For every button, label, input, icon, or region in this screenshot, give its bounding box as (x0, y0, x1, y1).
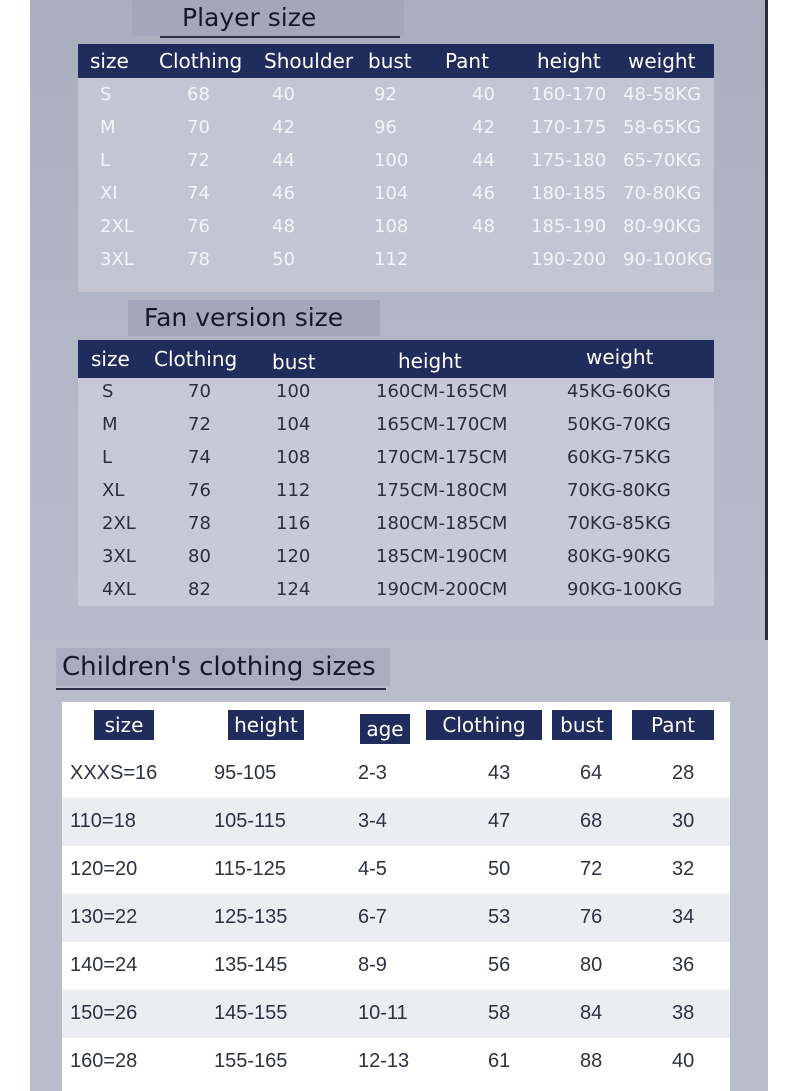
children-cell-bust: 80 (580, 954, 603, 976)
player-size-title: Player size (132, 0, 404, 36)
player-cell-clothing: 76 (187, 216, 210, 237)
player-cell-pant: 46 (472, 183, 495, 204)
player-cell-weight: 65-70KG (623, 150, 702, 171)
player-cell-weight: 58-65KG (623, 117, 702, 138)
fan-cell-height: 185CM-190CM (376, 546, 508, 567)
children-cell-height: 155-165 (214, 1050, 288, 1072)
children-cell-pant: 28 (672, 762, 695, 784)
player-cell-weight: 48-58KG (623, 84, 702, 105)
fan-cell-bust: 108 (276, 447, 311, 468)
children-cell-pant: 36 (672, 954, 695, 976)
player-cell-bust: 112 (374, 249, 409, 270)
fan-cell-clothing: 72 (188, 414, 211, 435)
children-cell-bust: 64 (580, 762, 603, 784)
fan-cell-height: 190CM-200CM (376, 579, 508, 600)
player-header-row (78, 44, 714, 78)
player-cell-pant: 48 (472, 216, 495, 237)
player-cell-weight: 90-100KG (623, 249, 713, 270)
children-title-underline (56, 688, 386, 690)
player-cell-clothing: 68 (187, 84, 210, 105)
children-cell-clothing: 50 (488, 858, 511, 880)
children-row (62, 846, 730, 894)
player-cell-bust: 108 (374, 216, 409, 237)
children-header-pant: Pant (632, 710, 714, 740)
player-row (78, 245, 714, 278)
player-size-table (78, 44, 714, 292)
children-row (62, 990, 730, 1038)
player-row (78, 212, 714, 245)
fan-cell-clothing: 74 (188, 447, 211, 468)
fan-row (78, 475, 714, 508)
children-row (62, 894, 730, 942)
children-header-bust: bust (552, 710, 612, 740)
player-cell-shoulder: 44 (272, 150, 295, 171)
player-header-shoulder: Shoulder (264, 49, 354, 73)
fan-cell-height: 170CM-175CM (376, 447, 508, 468)
fan-cell-weight: 50KG-70KG (567, 414, 671, 435)
player-cell-bust: 92 (374, 84, 397, 105)
player-cell-bust: 104 (374, 183, 409, 204)
player-cell-pant: 44 (472, 150, 495, 171)
player-header-weight: weight (628, 49, 696, 73)
fan-cell-weight: 70KG-80KG (567, 480, 671, 501)
player-row (78, 113, 714, 146)
player-cell-shoulder: 46 (272, 183, 295, 204)
player-title-underline (160, 36, 400, 38)
fan-row (78, 508, 714, 541)
player-cell-size: M (100, 117, 116, 138)
fan-cell-weight: 45KG-60KG (567, 381, 671, 402)
children-header-height: height (228, 710, 304, 740)
children-cell-age: 3-4 (358, 810, 387, 832)
player-header-height: height (537, 49, 601, 73)
children-cell-age: 4-5 (358, 858, 387, 880)
player-row (78, 179, 714, 212)
children-cell-bust: 88 (580, 1050, 603, 1072)
children-cell-pant: 30 (672, 810, 695, 832)
children-cell-height: 145-155 (214, 1002, 288, 1024)
children-cell-clothing: 56 (488, 954, 511, 976)
children-cell-pant: 40 (672, 1050, 695, 1072)
fan-cell-clothing: 70 (188, 381, 211, 402)
children-cell-clothing: 47 (488, 810, 511, 832)
player-row (78, 80, 714, 113)
fan-cell-size: S (102, 381, 114, 402)
children-cell-height: 115-125 (214, 858, 286, 880)
children-cell-pant: 32 (672, 858, 695, 880)
fan-header-weight: weight (586, 345, 654, 369)
fan-cell-clothing: 78 (188, 513, 211, 534)
player-cell-shoulder: 40 (272, 84, 295, 105)
player-cell-pant: 40 (472, 84, 495, 105)
fan-row (78, 442, 714, 475)
fan-header-height: height (398, 349, 462, 373)
fan-cell-bust: 112 (276, 480, 311, 501)
player-cell-clothing: 74 (187, 183, 210, 204)
fan-header-row (78, 340, 714, 378)
player-cell-shoulder: 42 (272, 117, 295, 138)
children-row (62, 942, 730, 990)
fan-row (78, 541, 714, 574)
fan-cell-weight: 70KG-85KG (567, 513, 671, 534)
children-cell-pant: 34 (672, 906, 695, 928)
player-header-bust: bust (368, 49, 412, 73)
player-row (78, 146, 714, 179)
children-cell-clothing: 53 (488, 906, 511, 928)
fan-cell-height: 165CM-170CM (376, 414, 508, 435)
children-size-title: Children's clothing sizes (56, 648, 390, 686)
fan-cell-clothing: 76 (188, 480, 211, 501)
player-cell-height: 175-180 (531, 150, 607, 171)
fan-cell-size: 4XL (102, 579, 136, 600)
player-cell-weight: 70-80KG (623, 183, 702, 204)
fan-header-size: size (91, 347, 130, 371)
fan-cell-size: M (102, 414, 118, 435)
children-cell-clothing: 43 (488, 762, 511, 784)
fan-row (78, 376, 714, 409)
player-header-clothing: Clothing (159, 49, 243, 73)
children-cell-size: 140=24 (70, 954, 138, 976)
children-cell-age: 12-13 (358, 1050, 410, 1072)
player-cell-size: XI (100, 183, 118, 204)
children-cell-age: 10-11 (358, 1002, 408, 1024)
children-cell-bust: 68 (580, 810, 603, 832)
children-cell-size: 150=26 (70, 1002, 138, 1024)
player-cell-pant: 42 (472, 117, 495, 138)
player-cell-bust: 96 (374, 117, 397, 138)
children-cell-clothing: 61 (488, 1050, 511, 1072)
children-header-clothing: Clothing (426, 710, 542, 740)
fan-header-clothing: Clothing (154, 347, 238, 371)
fan-size-table (78, 340, 714, 606)
fan-cell-size: L (102, 447, 113, 468)
children-cell-height: 135-145 (214, 954, 288, 976)
player-cell-height: 160-170 (531, 84, 607, 105)
player-cell-clothing: 78 (187, 249, 210, 270)
player-cell-bust: 100 (374, 150, 409, 171)
fan-cell-weight: 80KG-90KG (567, 546, 671, 567)
children-cell-age: 2-3 (358, 762, 387, 784)
player-cell-height: 170-175 (531, 117, 607, 138)
player-cell-size: 2XL (100, 216, 134, 237)
children-cell-age: 8-9 (358, 954, 387, 976)
children-cell-pant: 38 (672, 1002, 695, 1024)
children-cell-size: 110=18 (70, 810, 136, 832)
fan-row (78, 409, 714, 442)
fan-cell-bust: 104 (276, 414, 311, 435)
fan-cell-weight: 90KG-100KG (567, 579, 683, 600)
player-cell-weight: 80-90KG (623, 216, 702, 237)
fan-cell-bust: 124 (276, 579, 311, 600)
children-cell-bust: 72 (580, 858, 603, 880)
children-cell-size: 120=20 (70, 858, 138, 880)
fan-cell-size: 2XL (102, 513, 136, 534)
fan-cell-height: 160CM-165CM (376, 381, 508, 402)
fan-cell-bust: 116 (276, 513, 311, 534)
fan-cell-height: 180CM-185CM (376, 513, 508, 534)
player-cell-size: S (100, 84, 112, 105)
player-header-size: size (90, 49, 129, 73)
fan-header-bust: bust (272, 350, 316, 374)
player-cell-height: 190-200 (531, 249, 607, 270)
player-cell-clothing: 72 (187, 150, 210, 171)
fan-cell-size: 3XL (102, 546, 136, 567)
fan-row (78, 574, 714, 607)
children-cell-clothing: 58 (488, 1002, 511, 1024)
children-cell-size: 130=22 (70, 906, 138, 928)
children-header-size: size (94, 710, 154, 740)
children-cell-height: 105-115 (214, 810, 286, 832)
children-row (62, 750, 730, 798)
fan-cell-weight: 60KG-75KG (567, 447, 671, 468)
player-header-pant: Pant (445, 49, 489, 73)
player-cell-height: 180-185 (531, 183, 607, 204)
player-cell-size: 3XL (100, 249, 134, 270)
children-cell-height: 125-135 (214, 906, 288, 928)
player-cell-shoulder: 48 (272, 216, 295, 237)
children-size-table (62, 702, 730, 1091)
children-cell-size: 160=28 (70, 1050, 138, 1072)
children-cell-size: XXXS=16 (70, 762, 158, 784)
fan-cell-bust: 100 (276, 381, 311, 402)
children-row (62, 798, 730, 846)
fan-cell-height: 175CM-180CM (376, 480, 508, 501)
fan-cell-bust: 120 (276, 546, 311, 567)
fan-cell-clothing: 80 (188, 546, 211, 567)
player-cell-height: 185-190 (531, 216, 607, 237)
children-cell-age: 6-7 (358, 906, 387, 928)
player-cell-shoulder: 50 (272, 249, 295, 270)
children-row (62, 1038, 730, 1086)
children-cell-height: 95-105 (214, 762, 277, 784)
children-header-age: age (360, 714, 410, 744)
player-cell-size: L (100, 150, 111, 171)
player-cell-clothing: 70 (187, 117, 210, 138)
fan-cell-clothing: 82 (188, 579, 211, 600)
fan-cell-size: XL (102, 480, 125, 501)
children-cell-bust: 84 (580, 1002, 603, 1024)
fan-size-title: Fan version size (128, 300, 380, 336)
children-cell-bust: 76 (580, 906, 603, 928)
